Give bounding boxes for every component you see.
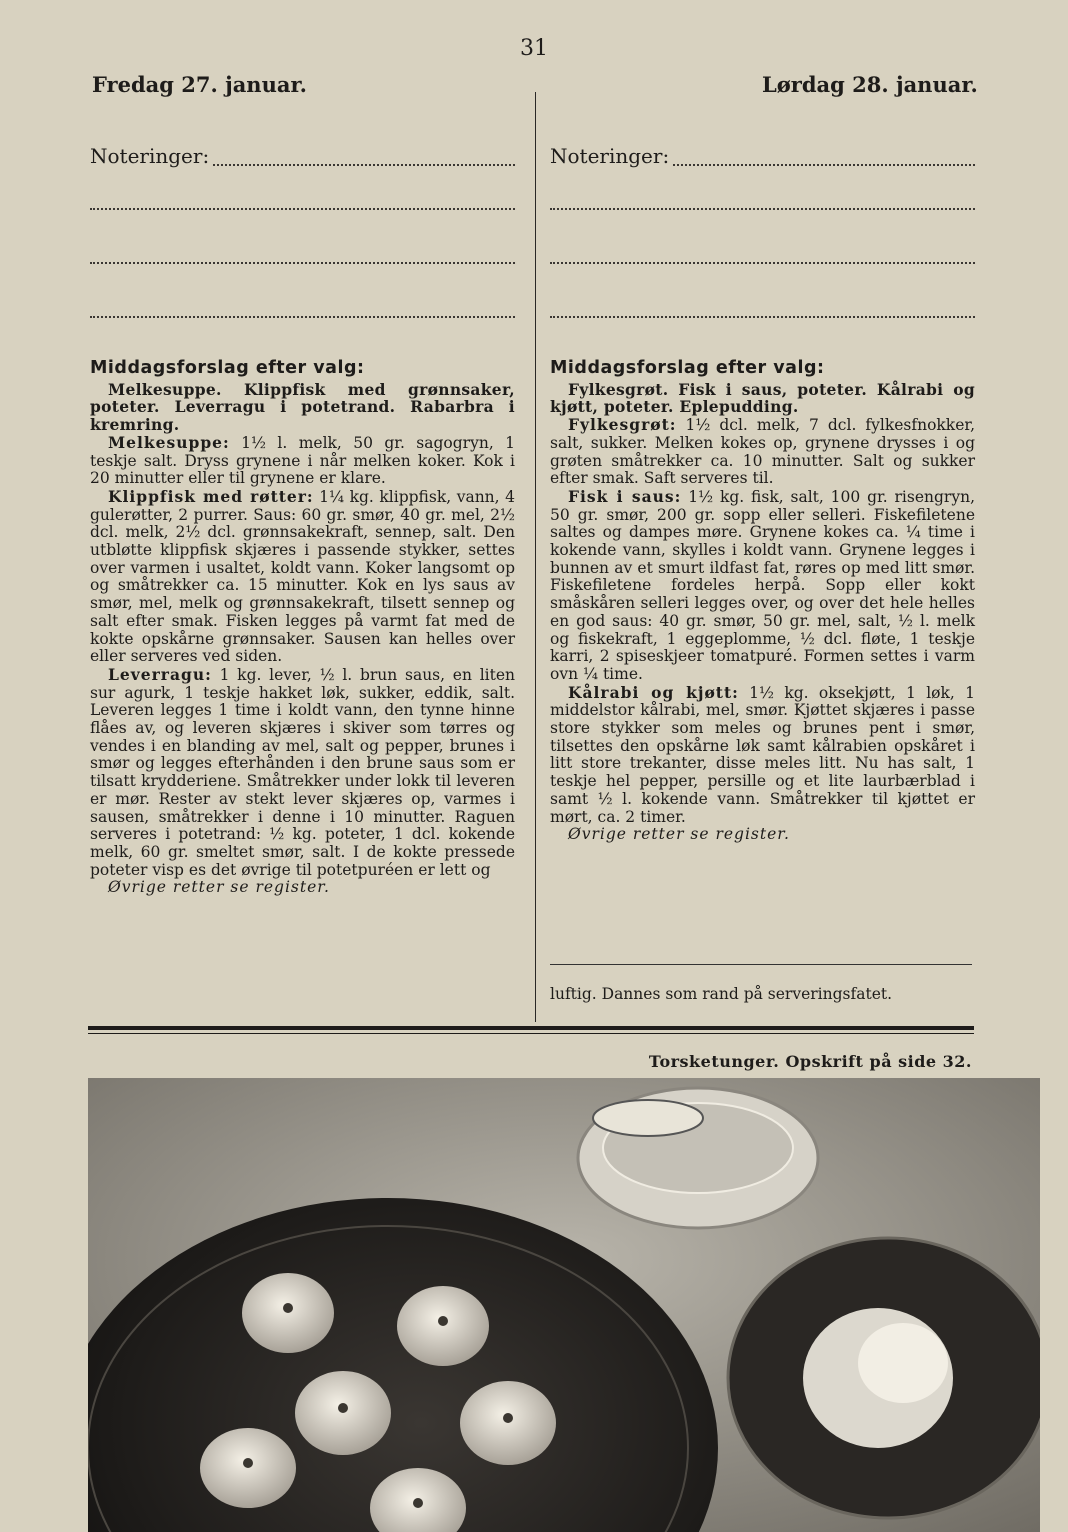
left-notes-label: Noteringer: xyxy=(90,144,213,168)
continuation-rule xyxy=(550,964,972,965)
left-menu xyxy=(90,360,515,897)
right-notes-line xyxy=(550,316,975,318)
left-recipe xyxy=(90,666,515,879)
right-see-register: Øvrige retter se register. xyxy=(568,825,790,844)
left-notes-line xyxy=(90,208,515,210)
right-notes-line xyxy=(550,262,975,264)
continuation-text: luftig. Dannes som rand på serveringsfatet. xyxy=(550,985,893,1003)
left-recipe xyxy=(90,488,515,666)
left-notes xyxy=(90,144,515,318)
right-recipe xyxy=(550,488,975,684)
side-plate-food-highlight xyxy=(858,1323,948,1403)
left-day-title: Fredag 27. januar. xyxy=(92,72,307,97)
column-divider xyxy=(535,92,536,1022)
right-menu xyxy=(550,360,975,844)
left-notes-row xyxy=(90,144,515,170)
bottom-rule-thin xyxy=(88,1033,974,1034)
right-menu-list: Fylkesgrøt. Fisk i saus, poteter. Kålrabi og kjøtt, poteter. Eplepudding. xyxy=(550,379,975,417)
left-notes-line xyxy=(90,316,515,318)
right-recipe-text: 1½ kg. oksekjøtt, 1 løk, 1 middelstor kålrabi, mel, smør. Kjøttet skjæres i passe store stykker som meles og brunes pent i smør, tilsettes den opskårne løk samt kålrabien opskåret i litt store trekanter, disse meles litt. Nu has salt, 1 teskje hel pepper, persille og et lite laurbærblad i samt ½ l. kokende vann. Småtrekker til kjøttet er mørt, ca. 2 timer. xyxy=(550,683,975,826)
left-recipe-lead: Melkesuppe: xyxy=(108,432,230,452)
left-menu-heading: Middagsforslag efter valg: xyxy=(90,358,365,378)
right-recipe-text: 1½ dcl. melk, 7 dcl. fylkesfnokker, salt, sukker. Melken kokes op, grynene drysses i og grøten småtrekker ca. 10 minutter. Salt og sukker efter smak. Saft serveres til. xyxy=(550,416,975,488)
left-notes-line xyxy=(90,262,515,264)
right-recipe-lead: Fisk i saus: xyxy=(568,486,682,506)
left-recipe-text: 1½ l. melk, 50 gr. sagogryn, 1 teskje salt. Dryss grynene i når melken koker. Kok i 20 minutter eller til grynene er klare. xyxy=(90,433,515,488)
right-recipe xyxy=(550,416,975,488)
right-recipe-lead: Fylkesgrøt: xyxy=(568,415,677,435)
left-recipe xyxy=(90,434,515,488)
lemon-half xyxy=(593,1100,703,1136)
right-menu-heading: Middagsforslag efter valg: xyxy=(550,358,825,378)
right-recipe-text: 1½ kg. fisk, salt, 100 gr. risengryn, 50 gr. smør, 200 gr. sopp eller selleri. Fiskefiletene saltes og dampes møre. Grynene kokes ca. ¼ time i kokende vann, skylles i koldt vann. Grynene legges i bunnen av et smurt ildfast fat, røres op med litt smør. Fiskefiletene fordeles herpå. Sopp eller kokt småskåren selleri legges over, og over det hele helles en god saus: 40 gr. smør, 50 gr. mel, salt, ½ l. melk og fiskekraft, 1 eggeplomme, ½ dcl. fløte, 1 teskje karri, 2 spiseskjeer tomatpuré. Formen settes i varm ovn ¼ time. xyxy=(550,487,975,683)
right-day-title: Lørdag 28. januar. xyxy=(762,72,978,97)
left-recipe-text: 1 kg. lever, ½ l. brun saus, en liten sur agurk, 1 teskje hakket løk, sukker, eddik, salt. Leveren legges 1 time i koldt vann, den tynne hinne flåes av, og leveren skjæres i skiver som tørres og vendes i en blanding av mel, salt og pepper, brunes i smør og legges efterhånden i den brune saus som er tilsatt krydderiene. Småtrekker under lokk til leveren er mør. Rester av stekt lever skjæres op, varmes i sausen, småtrekker i denne i 10 minutter. Raguen serveres i potetrand: ½ kg. poteter, 1 dcl. kokende melk, 60 gr. smeltet smør, salt. I de kokte pressede poteter visp es det øvrige til potetpuréen er lett og xyxy=(90,665,515,879)
left-recipe-lead: Klippfisk med røtter: xyxy=(108,486,314,506)
left-recipe-lead: Leverragu: xyxy=(108,664,212,684)
left-menu-list: Melkesuppe. Klippfisk med grønnsaker, poteter. Leverragu i potetrand. Rabarbra i kremring. xyxy=(90,379,515,435)
right-notes-row xyxy=(550,144,975,170)
right-notes-line xyxy=(550,208,975,210)
page-number: 31 xyxy=(520,36,548,61)
left-see-register: Øvrige retter se register. xyxy=(108,878,330,897)
food-photo xyxy=(88,1078,1040,1532)
right-recipe-lead: Kålrabi og kjøtt: xyxy=(568,682,739,702)
photo-caption: Torsketunger. Opskrift på side 32. xyxy=(648,1052,972,1071)
bottom-rule-thick xyxy=(88,1026,974,1030)
right-notes xyxy=(550,144,975,318)
right-recipe xyxy=(550,684,975,827)
right-notes-label: Noteringer: xyxy=(550,144,673,168)
left-recipe-text: 1¼ kg. klippfisk, vann, 4 gulerøtter, 2 purrer. Saus: 60 gr. smør, 40 gr. mel, 2½ dcl. melk, 2½ dcl. grønnsakekraft, sennep, salt. Den utbløtte klippfisk skjæres i passende stykker, settes over varmen i usaltet, koldt vann. Koker langsomt op og småtrekker ca. 15 minutter. Kok en lys saus av smør, mel, melk og grønnsakekraft, tilsett sennep og salt efter smak. Fisken legges på varmt fat med de kokte opskårne grønnsaker. Sausen kan helles over eller serveres ved siden. xyxy=(90,487,515,666)
